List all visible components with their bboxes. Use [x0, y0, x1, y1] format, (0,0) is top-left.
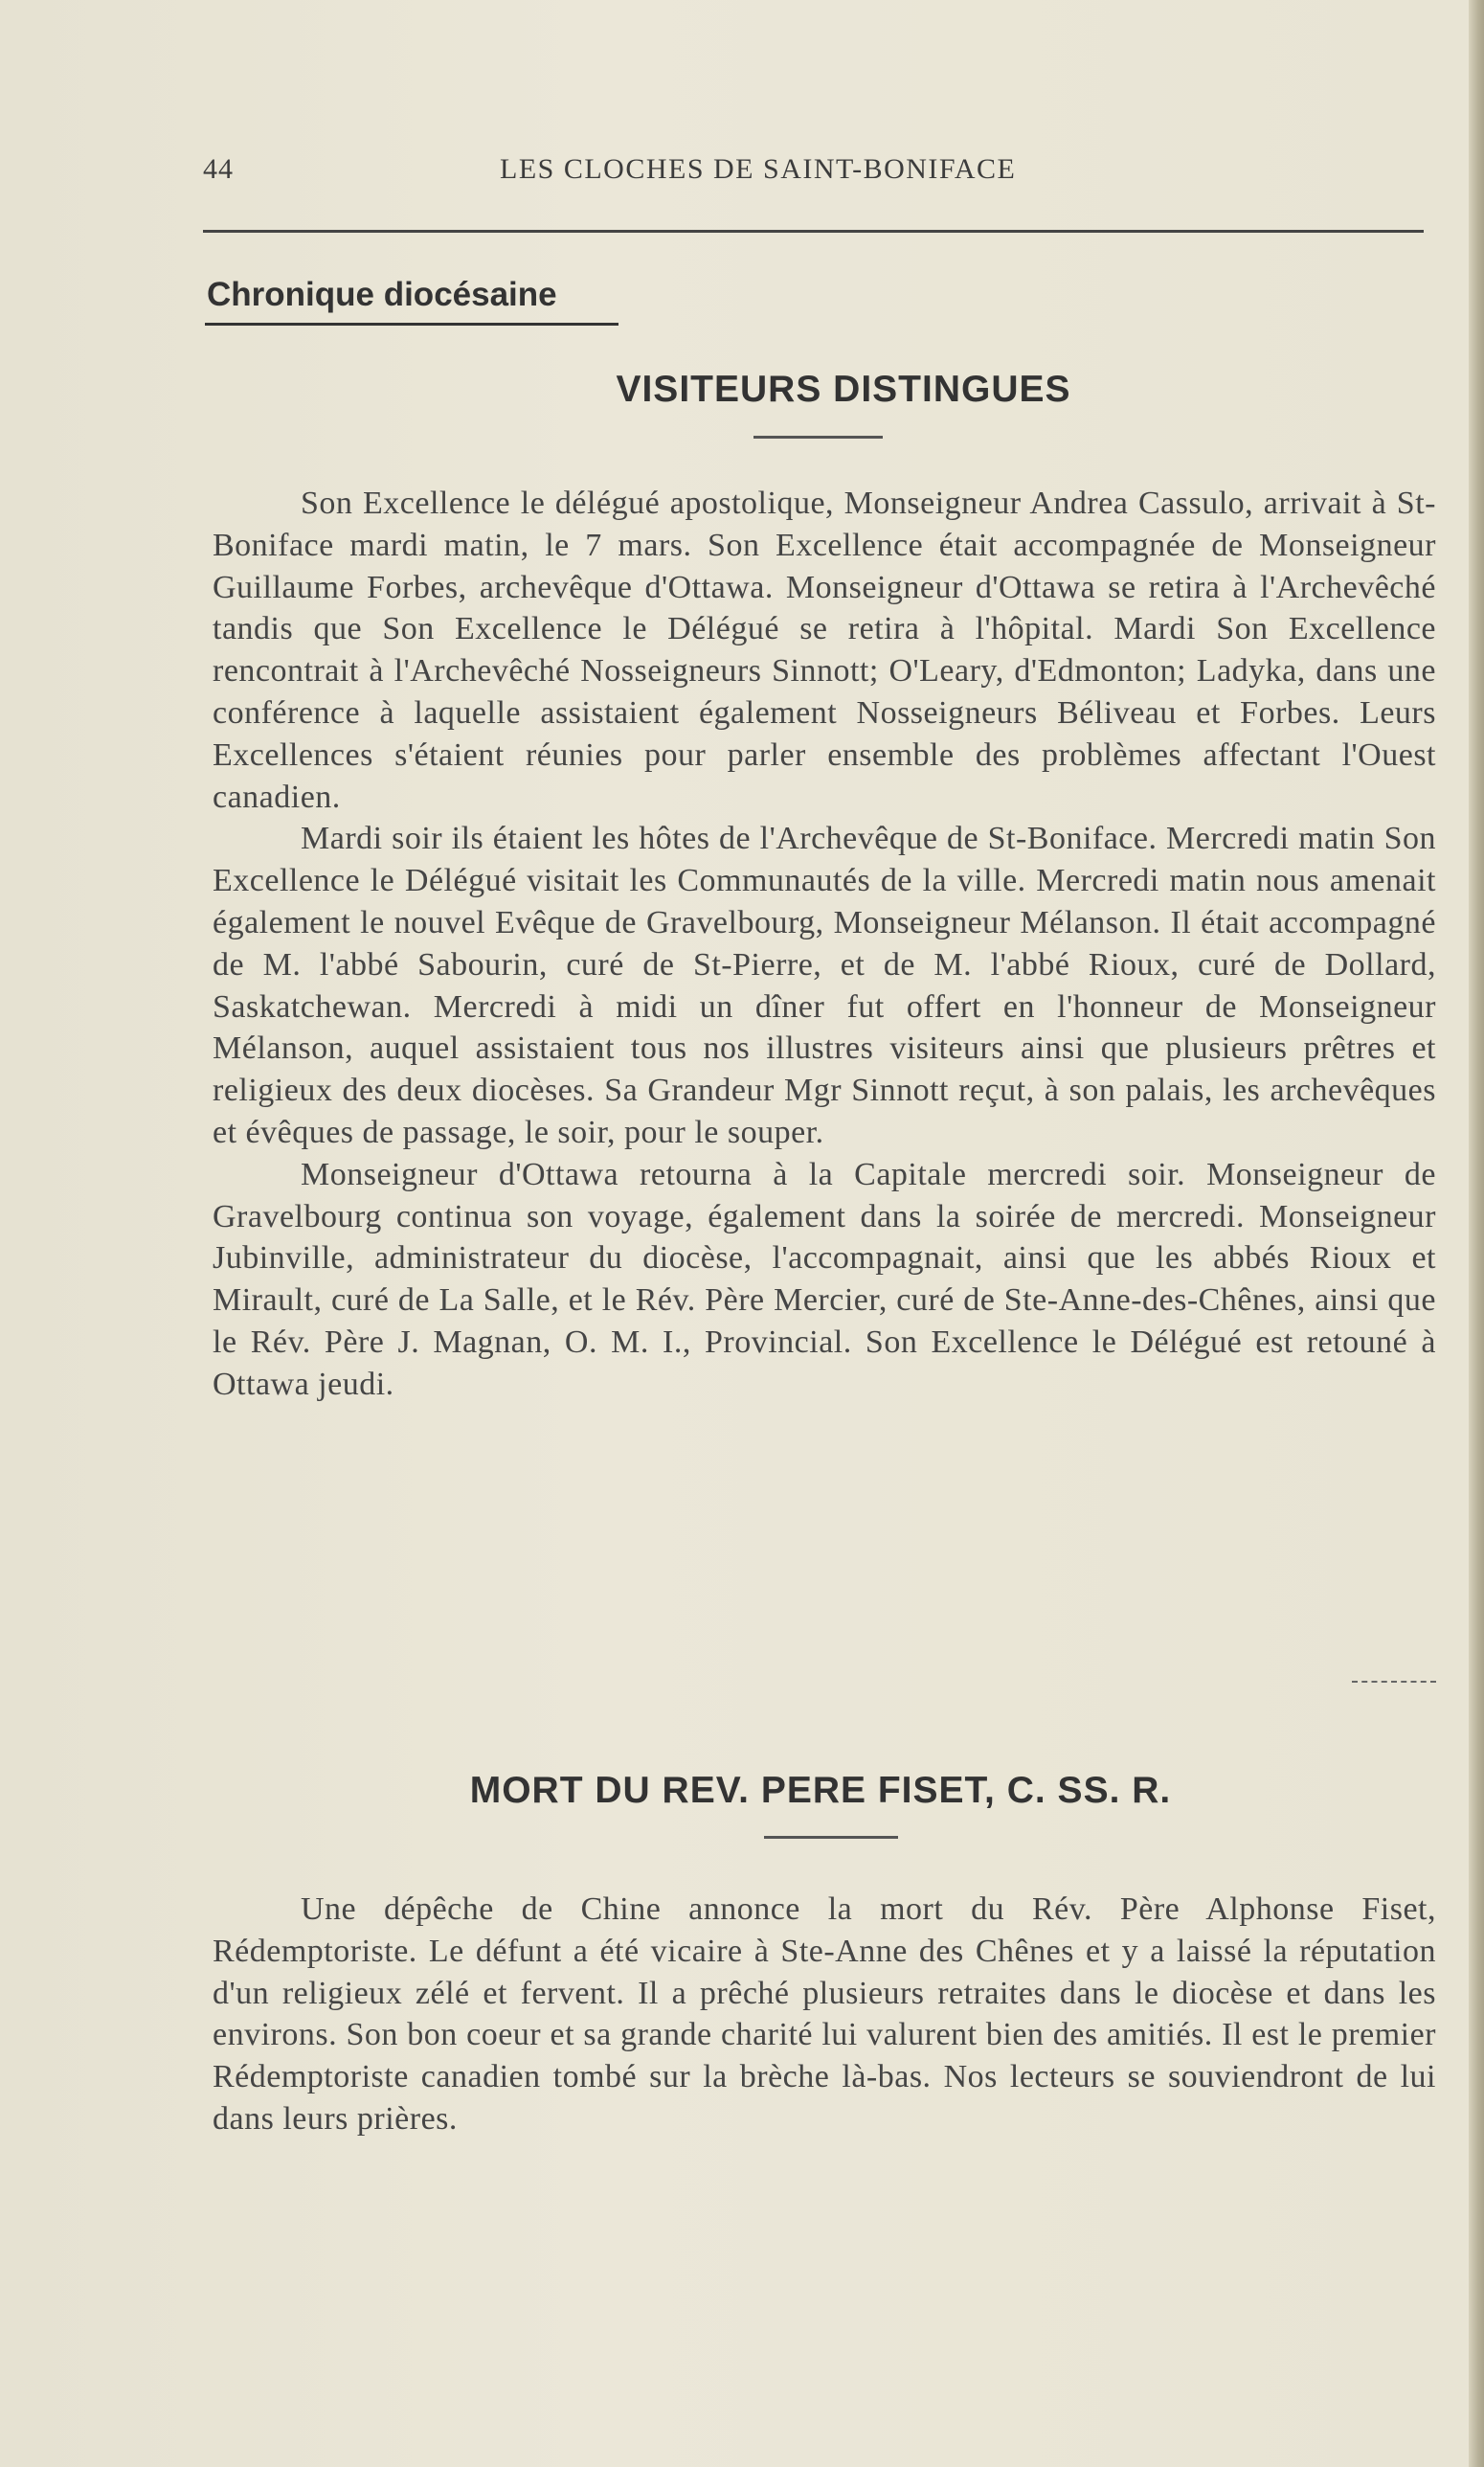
article-title-visiteurs: VISITEURS DISTINGUES: [616, 369, 1071, 410]
paragraph: Une dépêche de Chine annonce la mort du Rév. Père Alphonse Fiset, Rédemptoriste. Le défunt a été vicaire à Ste-Anne des Chênes et y a laissé la réputation d'un religieux zélé et fervent. Il a prêché plusieurs retraites dans le diocèse et dans les environs. Son bon coeur et sa grande charité lui valurent bien des amitiés. Il est le premier Rédemptoriste canadien tombé sur la brèche là-bas. Nos lecteurs se souviendront de lui dans leurs prières.: [213, 1891, 1436, 2137]
article-body-fiset: [213, 1889, 1436, 2140]
header-rule: [203, 230, 1424, 233]
page-edge: [1469, 0, 1484, 2467]
section-label: Chronique diocésaine: [207, 276, 557, 313]
end-of-article-mark: [1352, 1681, 1436, 1683]
article-title-fiset: MORT DU REV. PERE FISET, C. SS. R.: [469, 1770, 1172, 1811]
paragraph: Monseigneur d'Ottawa retourna à la Capitale mercredi soir. Monseigneur de Gravelbourg continua son voyage, également dans la soirée de mercredi. Monseigneur Jubinville, administrateur du diocèse, l'accompagnait, ainsi que les abbés Rioux et Mirault, curé de La Salle, et le Rév. Père Mercier, curé de Ste-Anne-des-Chênes, ainsi que le Rév. Père J. Magnan, O. M. I., Provincial. Son Excellence le Délégué est retouné à Ottawa jeudi.: [213, 1156, 1436, 1402]
running-title: LES CLOCHES DE SAINT-BONIFACE: [500, 153, 1017, 185]
paragraph: Son Excellence le délégué apostolique, Monseigneur Andrea Cassulo, arrivait à St-Boniface mardi matin, le 7 mars. Son Excellence était accompagnée de Monseigneur Guillaume Forbes, archevêque d'Ottawa. Monseigneur d'Ottawa se retira à l'Archevêché tandis que Son Excellence le Délégué se retira à l'hôpital. Mardi Son Excellence rencontrait à l'Archevêché Nosseigneurs Sinnott; O'Leary, d'Edmonton; Ladyka, dans une conférence à laquelle assistaient également Nosseigneurs Béliveau et Forbes. Leurs Excellences s'étaient réunies pour parler ensemble des problèmes affectant l'Ouest canadien.: [213, 486, 1436, 815]
title-rule: [764, 1836, 898, 1839]
paragraph: Mardi soir ils étaient les hôtes de l'Archevêque de St-Boniface. Mercredi matin Son Excellence le Délégué visitait les Communautés de la ville. Mercredi matin nous amenait également le nouvel Evêque de Gravelbourg, Monseigneur Mélanson. Il était accompagné de M. l'abbé Sabourin, curé de St-Pierre, et de M. l'abbé Rioux, curé de Dollard, Saskatchewan. Mercredi à midi un dîner fut offert en l'honneur de Monseigneur Mélanson, auquel assistaient tous nos illustres visiteurs ainsi que plusieurs prêtres et religieux des deux diocèses. Sa Grandeur Mgr Sinnott reçut, à son palais, les archevêques et évêques de passage, le soir, pour le souper.: [213, 821, 1436, 1150]
running-header: [203, 153, 1428, 192]
title-rule: [753, 436, 883, 439]
article-body-visiteurs: [213, 483, 1436, 1406]
section-label-underline: [205, 323, 618, 326]
page-number: 44: [203, 153, 234, 185]
